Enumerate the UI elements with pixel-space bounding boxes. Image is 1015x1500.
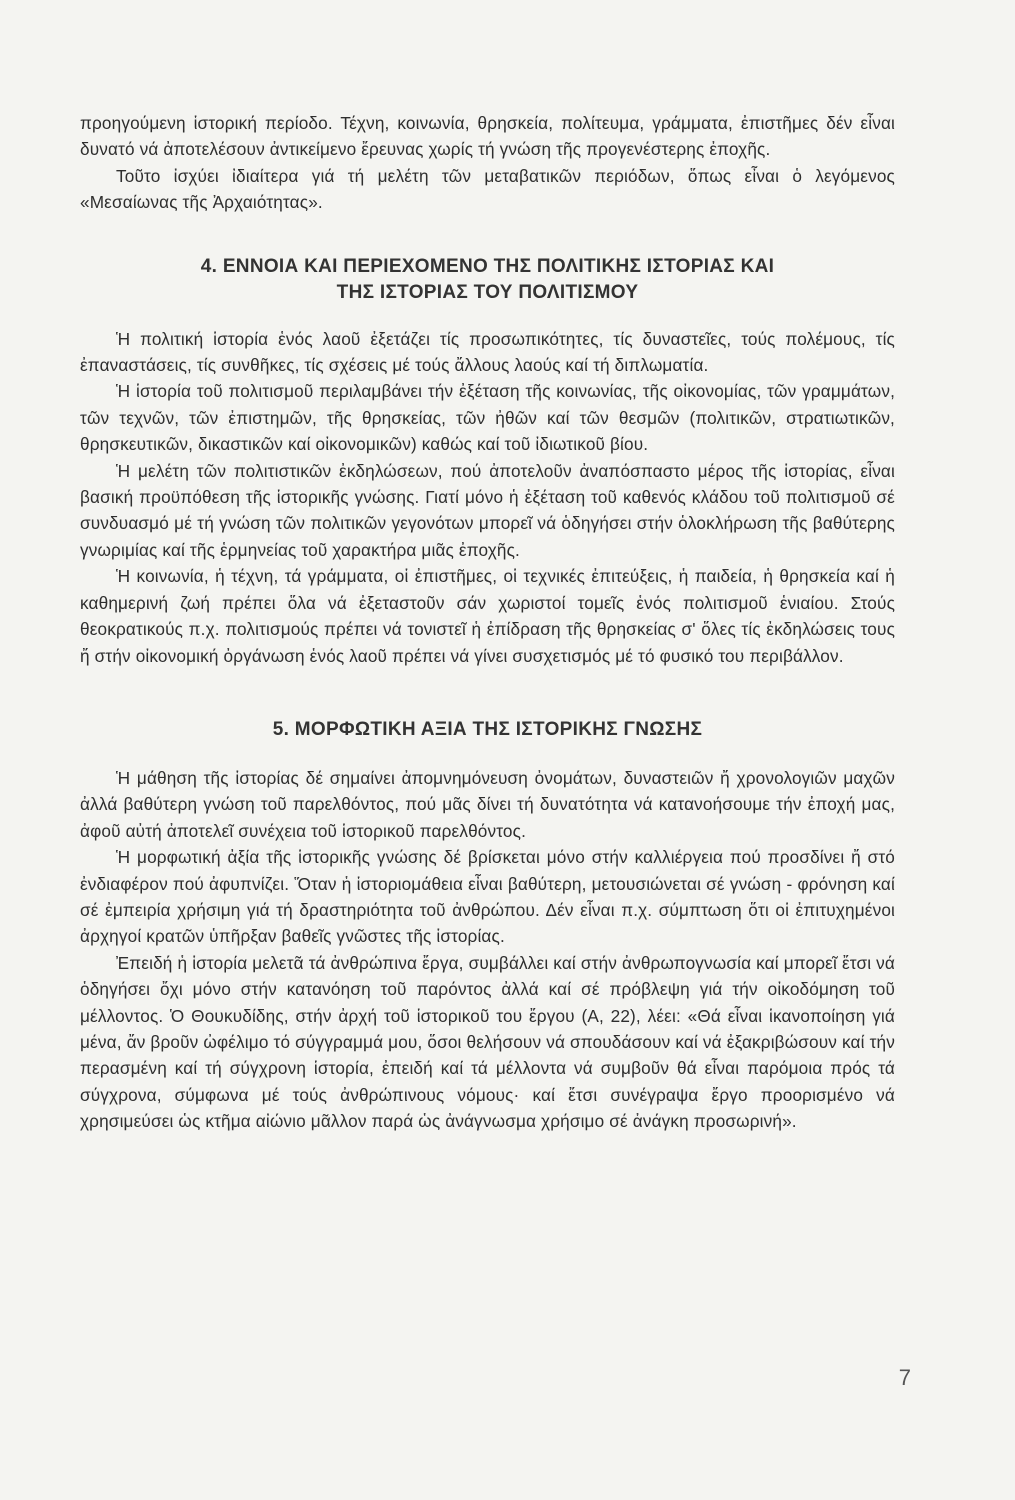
section-5-paragraph-1: Ἡ μάθηση τῆς ἱστορίας δέ σημαίνει ἀπομνημόνευση ὀνομάτων, δυναστειῶν ἤ χρονολογιῶν μαχῶν ἀλλά βαθύτερη γνώση τοῦ παρελθόντος, πού μᾶς δίνει τή δυνατότητα νά κατανοήσουμε τήν ἐποχή μας, ἀφοῦ αὐτή ἀποτελεῖ συνέχεια τοῦ ἱστορικοῦ παρελθόντος. (80, 767, 895, 841)
section-4-paragraph-4: Ἡ κοινωνία, ἡ τέχνη, τά γράμματα, οἱ ἐπιστῆμες, οἱ τεχνικές ἐπιτεύξεις, ἡ παιδεία, ἡ θρησκεία καί ἡ καθημερινή ζωή πρέπει ὅλα νά ἐξεταστοῦν σάν χωριστοί τομεῖς ἑνός πολιτισμοῦ ἑνιαίου. Στούς θεοκρατικούς π.χ. πολιτισμούς πρέπει νά τονιστεῖ ἡ ἐπίδραση τῆς θρησκείας σ' ὅλες τίς ἐκδηλώσεις τους ἤ στήν οἰκονομική ὀργάνωση ἑνός λαοῦ πρέπει νά γίνει συσχετισμός μέ τό φυσικό του περιβάλλον. (80, 566, 895, 666)
section-4-heading-line-1: 4. ΕΝΝΟΙΑ ΚΑΙ ΠΕΡΙΕΧΟΜΕΝΟ ΤΗΣ ΠΟΛΙΤΙΚΗΣ ΙΣΤΟΡΙΑΣ ΚΑΙ (200, 255, 775, 277)
intro-paragraph-1: προηγούμενη ἱστορική περίοδο. Τέχνη, κοινωνία, θρησκεία, πολίτευμα, γράμματα, ἐπιστῆμες δέν εἶναι δυνατό νά ἀποτελέσουν ἀντικείμενο ἔρευνας χωρίς τή γνώση τῆς προγενέστερης ἐποχῆς. (80, 113, 895, 160)
section-4-heading (80, 254, 895, 306)
section-4-heading-line-2: ΤΗΣ ΙΣΤΟΡΙΑΣ ΤΟΥ ΠΟΛΙΤΙΣΜΟΥ (336, 281, 639, 303)
section-4-paragraph-3: Ἡ μελέτη τῶν πολιτιστικῶν ἐκδηλώσεων, πού ἀποτελοῦν ἀναπόσπαστο μέρος τῆς ἱστορίας, εἶναι βασική προϋπόθεση τῆς ἱστορικῆς γνώσης. Γιατί μόνο ἡ ἐξέταση τοῦ καθενός κλάδου τοῦ πολιτισμοῦ σέ συνδυασμό μέ τή γνώση τῶν πολιτικῶν γεγονότων μπορεῖ νά ὁδηγήσει στήν ὁλοκλήρωση τῆς βαθύτερης γνωριμίας καί τῆς ἑρμηνείας τοῦ χαρακτήρα μιᾶς ἐποχῆς. (80, 460, 895, 560)
section-4-paragraph-1: Ἡ πολιτική ἱστορία ἑνός λαοῦ ἐξετάζει τίς προσωπικότητες, τίς δυναστεῖες, τούς πολέμους, τίς ἐπαναστάσεις, τίς συνθῆκες, τίς σχέσεις μέ τούς ἄλλους λαούς καί τή διπλωματία. (80, 328, 895, 376)
section-4-paragraph-2: Ἡ ἱστορία τοῦ πολιτισμοῦ περιλαμβάνει τήν ἐξέταση τῆς κοινωνίας, τῆς οἰκονομίας, τῶν γραμμάτων, τῶν τεχνῶν, τῶν ἐπιστημῶν, τῆς θρησκείας, τῶν ἠθῶν καί τῶν θεσμῶν (πολιτικῶν, στρατιωτικῶν, θρησκευτικῶν, δικαστικῶν καί οἰκονομικῶν) καθώς καί τοῦ ἰδιωτικοῦ βίου. (80, 381, 895, 455)
page-number: 7 (898, 1365, 911, 1390)
section-5-paragraph-3: Ἐπειδή ἡ ἱστορία μελετᾶ τά ἀνθρώπινα ἔργα, συμβάλλει καί στήν ἀνθρωπογνωσία καί μπορεῖ ἔτσι νά ὁδηγήσει ὄχι μόνο στήν κατανόηση τοῦ παρόντος ἀλλά καί σέ πρόβλεψη γιά τήν οἰκοδόμηση τοῦ μέλλοντος. Ὁ Θουκυδίδης, στήν ἀρχή τοῦ ἱστορικοῦ του ἔργου (Α, 22), λέει: «Θά εἶναι ἱκανοποίηση γιά μένα, ἄν βροῦν ὠφέλιμο τό σύγγραμμά μου, ὅσοι θελήσουν νά σπουδάσουν καί νά ἐξακριβώσουν καί τήν περασμένη καί τή σύγχρονη ἱστορία, ἐπειδή καί τά μέλλοντα νά συμβοῦν θά εἶναι παρόμοια πρός τά σύγχρονα, σύμφωνα μέ τούς ἀνθρώπινους νόμους· καί ἔτσι συνέγραψα ἔργο προορισμένο νά χρησιμεύσει ὡς κτῆμα αἰώνιο μᾶλλον παρά ὡς ἀνάγνωσμα χρήσιμο σέ ἀνάγκη προσωρινή». (80, 952, 895, 1132)
section-5-heading: 5. ΜΟΡΦΩΤΙΚΗ ΑΞΙΑ ΤΗΣ ΙΣΤΟΡΙΚΗΣ ΓΝΩΣΗΣ (272, 718, 703, 740)
section-5-paragraph-2: Ἡ μορφωτική ἀξία τῆς ἱστορικῆς γνώσης δέ βρίσκεται μόνο στήν καλλιέργεια πού προσδίνει ἤ στό ἐνδιαφέρον πού ἀφυπνίζει. Ὅταν ἡ ἱστοριομάθεια εἶναι βαθύτερη, μετουσιώνεται σέ γνώση - φρόνηση καί σέ ἐμπειρία χρήσιμη γιά τή δραστηριότητα τοῦ ἀνθρώπου. Δέν εἶναι π.χ. σύμπτωση ὅτι οἱ ἐπιτυχημένοι ἀρχηγοί κρατῶν ὑπῆρξαν βαθεῖς γνῶστες τῆς ἱστορίας. (80, 847, 895, 947)
intro-paragraph-2: Τοῦτο ἰσχύει ἰδιαίτερα γιά τή μελέτη τῶν μεταβατικῶν περιόδων, ὅπως εἶναι ὁ λεγόμενος «Μεσαίωνας τῆς Ἀρχαιότητας». (80, 165, 895, 213)
